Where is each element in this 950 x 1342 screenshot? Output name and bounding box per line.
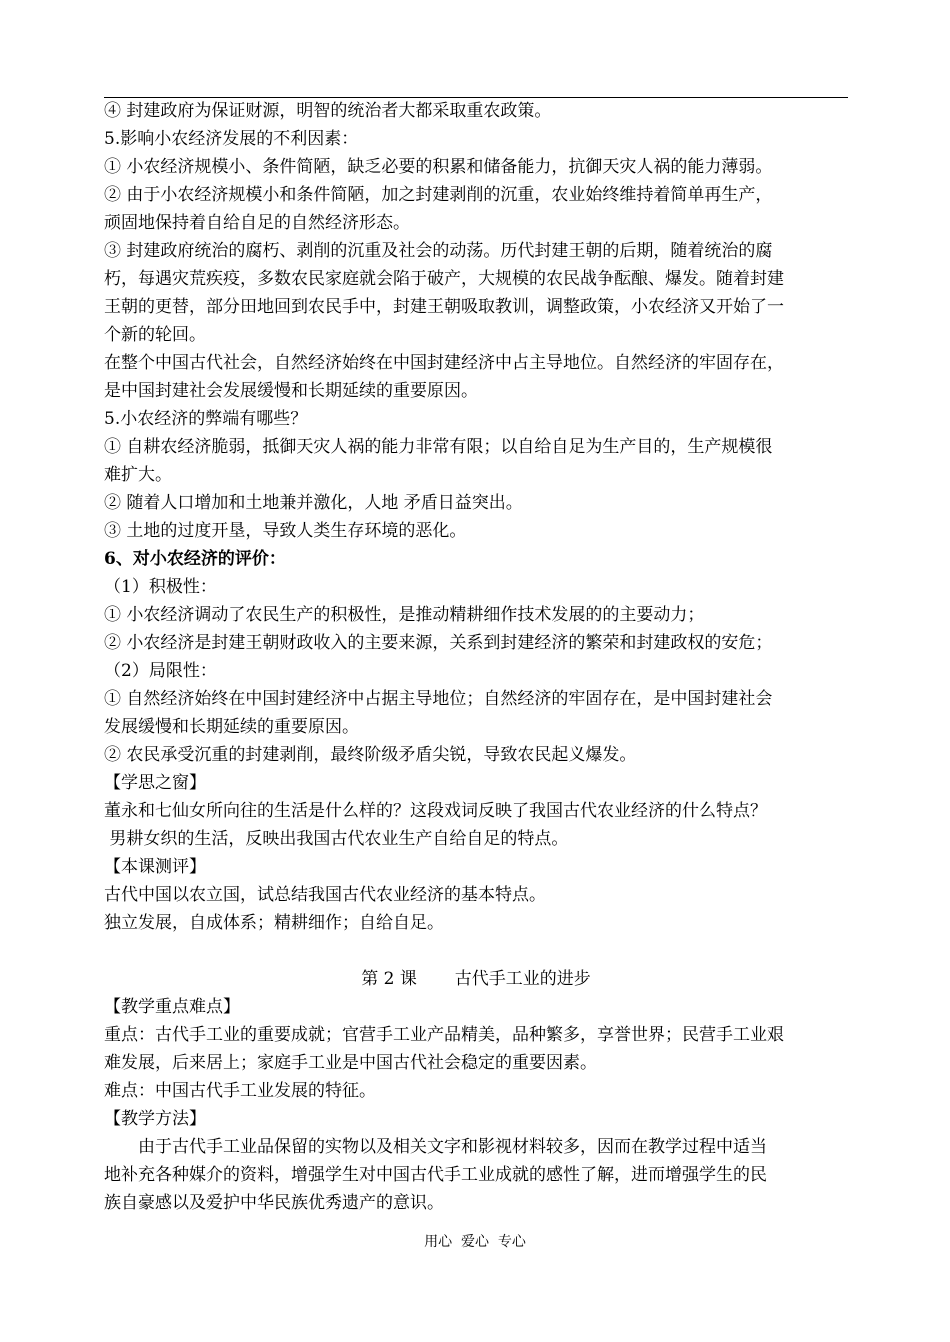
sub-heading: （1）积极性： bbox=[104, 577, 217, 597]
text-line: 王朝的更替，部分田地回到农民手中，封建王朝吸取教训，调整政策，小农经济又开始了一 bbox=[104, 297, 784, 317]
section-heading: 5.影响小农经济发展的不利因素： bbox=[104, 129, 359, 149]
bracket-heading: 【学思之窗】 bbox=[104, 773, 206, 793]
text-line: ② 随着人口增加和土地兼并激化，人地 矛盾日益突出。 bbox=[104, 493, 523, 513]
lesson-title: 第 2 课 古代手工业的进步 bbox=[361, 969, 591, 989]
bracket-heading: 【教学方法】 bbox=[104, 1109, 206, 1129]
text-line: ① 小农经济规模小、条件简陋，缺乏必要的积累和储备能力，抗御天灾人祸的能力薄弱。 bbox=[104, 157, 773, 177]
text-line: 族自豪感以及爱护中华民族优秀遗产的意识。 bbox=[104, 1193, 444, 1213]
text-line: 顽固地保持着自给自足的自然经济形态。 bbox=[104, 213, 410, 233]
section-heading: 5.小农经济的弊端有哪些？ bbox=[104, 409, 308, 429]
text-line: ① 小农经济调动了农民生产的积极性，是推动精耕细作技术发展的的主要动力； bbox=[104, 605, 705, 625]
text-line: 是中国封建社会发展缓慢和长期延续的重要原因。 bbox=[104, 381, 478, 401]
text-line: 古代中国以农立国，试总结我国古代农业经济的基本特点。 bbox=[104, 885, 546, 905]
text-line: 在整个中国古代社会，自然经济始终在中国封建经济中占主导地位。自然经济的牢固存在， bbox=[104, 353, 784, 373]
spacer bbox=[104, 937, 848, 965]
text-line: 地补充各种媒介的资料，增强学生对中国古代手工业成就的感性了解，进而增强学生的民 bbox=[104, 1165, 767, 1185]
text-line: ① 自耕农经济脆弱，抵御天灾人祸的能力非常有限；以自给自足为生产目的，生产规模很 bbox=[104, 437, 773, 457]
text-line: 男耕女织的生活，反映出我国古代农业生产自给自足的特点。 bbox=[104, 829, 569, 849]
text-line: 难扩大。 bbox=[104, 465, 172, 485]
text-line: ② 农民承受沉重的封建剥削，最终阶级矛盾尖锐，导致农民起义爆发。 bbox=[104, 745, 637, 765]
text-line: ③ 封建政府统治的腐朽、剥削的沉重及社会的动荡。历代封建王朝的后期，随着统治的腐 bbox=[104, 241, 773, 261]
text-line: 难发展，后来居上；家庭手工业是中国古代社会稳定的重要因素。 bbox=[104, 1053, 597, 1073]
text-line: ② 由于小农经济规模小和条件简陋，加之封建剥削的沉重，农业始终维持着简单再生产， bbox=[104, 185, 773, 205]
text-line: 独立发展，自成体系；精耕细作；自给自足。 bbox=[104, 913, 444, 933]
page-footer: 用心 爱心 专心 bbox=[424, 1234, 526, 1250]
text-line: ② 小农经济是封建王朝财政收入的主要来源，关系到封建经济的繁荣和封建政权的安危； bbox=[104, 633, 773, 653]
text-line: 董永和七仙女所向往的生活是什么样的？这段戏词反映了我国古代农业经济的什么特点？ bbox=[104, 801, 767, 821]
text-line: 个新的轮回。 bbox=[104, 325, 206, 345]
text-line: ④ 封建政府为保证财源，明智的统治者大都采取重农政策。 bbox=[104, 101, 552, 121]
sub-heading: （2）局限性： bbox=[104, 661, 217, 681]
document-body bbox=[104, 97, 848, 1217]
text-line: ③ 土地的过度开垦，导致人类生存环境的恶化。 bbox=[104, 521, 467, 541]
bracket-heading: 【本课测评】 bbox=[104, 857, 206, 877]
text-line: 由于古代手工业品保留的实物以及相关文字和影视材料较多，因而在教学过程中适当 bbox=[138, 1137, 767, 1157]
text-line: 重点：古代手工业的重要成就；官营手工业产品精美，品种繁多，享誉世界；民营手工业艰 bbox=[104, 1025, 784, 1045]
text-line: 朽，每遇灾荒疾疫，多数农民家庭就会陷于破产，大规模的农民战争酝酿、爆发。随着封建 bbox=[104, 269, 784, 289]
section-heading-bold: 6、对小农经济的评价： bbox=[104, 549, 286, 569]
text-line: ① 自然经济始终在中国封建经济中占据主导地位；自然经济的牢固存在，是中国封建社会 bbox=[104, 689, 773, 709]
text-line: 发展缓慢和长期延续的重要原因。 bbox=[104, 717, 359, 737]
bracket-heading: 【教学重点难点】 bbox=[104, 997, 240, 1017]
text-line: 难点：中国古代手工业发展的特征。 bbox=[104, 1081, 376, 1101]
